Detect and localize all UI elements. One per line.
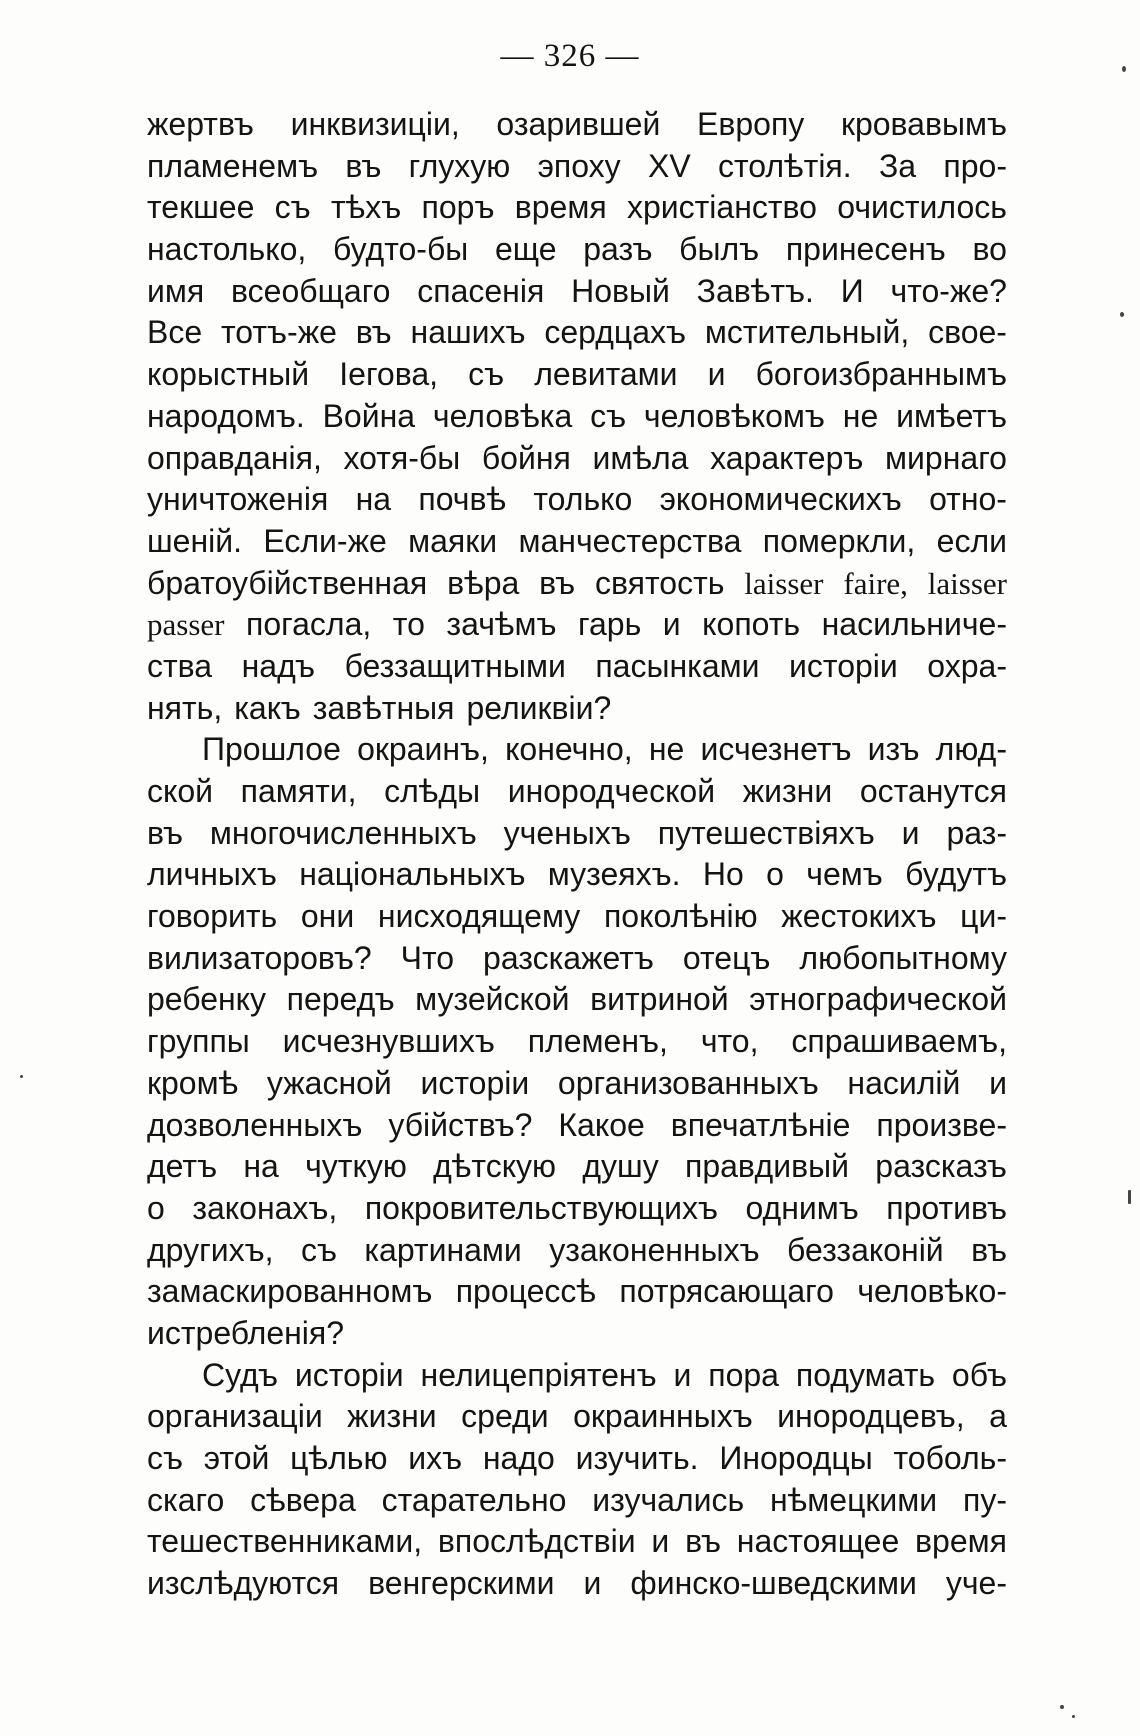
word: изучались <box>592 1481 745 1518</box>
word: инородческой <box>507 773 716 809</box>
word: мстительный, <box>704 314 910 351</box>
word: правдивый <box>684 1148 849 1185</box>
text-line <box>147 771 1007 813</box>
text-line <box>147 1021 1007 1063</box>
word: поколѣнію <box>603 898 758 935</box>
word: изучить. <box>575 1440 699 1476</box>
word: разъ <box>583 231 653 268</box>
word: ства <box>147 647 213 684</box>
word: на <box>243 1148 279 1185</box>
word: ученыхъ <box>503 814 631 851</box>
word: былъ <box>679 231 760 268</box>
word: пасынками <box>595 647 760 684</box>
word: организованныхъ <box>557 1064 819 1101</box>
text-line <box>147 187 1007 229</box>
word: люд- <box>935 731 1007 768</box>
word: беззаконій <box>787 1231 944 1268</box>
word: И <box>840 272 864 309</box>
text-line <box>147 1313 1007 1355</box>
word: тотъ-же <box>220 314 337 351</box>
word: еще <box>494 231 557 268</box>
word: окраинныхъ <box>573 1398 753 1435</box>
word: какъ <box>234 689 301 726</box>
word: маяки <box>408 522 498 559</box>
word: изслѣдуются <box>147 1565 340 1602</box>
word: среди <box>461 1398 549 1435</box>
word: детъ <box>147 1148 218 1185</box>
word: и <box>673 1356 692 1393</box>
word: любопытному <box>799 939 1007 976</box>
word: бойня <box>481 439 571 476</box>
word: убійствъ? <box>388 1106 533 1143</box>
text-line <box>147 1063 1007 1105</box>
speck <box>1120 312 1124 317</box>
word: За <box>878 147 917 184</box>
word: исчезнетъ <box>700 731 852 768</box>
word: всеобщаго <box>231 272 391 309</box>
word: пламенемъ <box>147 147 319 184</box>
word: произве- <box>876 1106 1007 1143</box>
word: померкли, <box>762 522 916 559</box>
word: laisser <box>927 565 1007 601</box>
word: спасенія <box>417 272 545 309</box>
word: что-же? <box>890 272 1007 309</box>
word: человѣка <box>432 397 573 434</box>
text-line <box>147 604 1007 646</box>
word: исторіи <box>420 1064 530 1101</box>
word: Что <box>400 939 455 976</box>
speck <box>1122 66 1126 72</box>
word: конечно, <box>505 731 633 768</box>
word: старательно <box>381 1481 567 1518</box>
word: Какое <box>558 1106 645 1143</box>
word: Европу <box>697 106 805 142</box>
word: картинами <box>364 1231 522 1268</box>
word: разскажетъ <box>483 939 654 976</box>
word: отно- <box>929 481 1007 518</box>
word: Инородцы <box>719 1440 873 1476</box>
speck <box>1128 1190 1131 1204</box>
word: тѣхъ <box>330 189 402 226</box>
word: скаго <box>147 1481 225 1518</box>
text-line <box>147 146 1007 188</box>
word: вилизаторовъ? <box>147 939 372 976</box>
word: кровавымъ <box>840 106 1007 142</box>
word: имя <box>147 272 205 309</box>
text-line <box>147 354 1007 396</box>
text-line <box>147 1563 1007 1605</box>
word: подумать <box>795 1356 936 1393</box>
word: въ <box>345 147 382 184</box>
word: Война <box>322 397 416 434</box>
word: окраинъ, <box>357 731 489 768</box>
word: охра- <box>927 647 1007 684</box>
word: то <box>392 606 425 643</box>
word: жизни <box>742 773 833 809</box>
word: Но <box>702 856 744 893</box>
word: душу <box>582 1148 659 1185</box>
word: эпоху <box>537 147 621 184</box>
text-line <box>147 521 1007 563</box>
word: реликвіи? <box>466 689 612 726</box>
word: нашихъ <box>410 314 526 351</box>
word: завѣтныя <box>312 689 455 726</box>
word: столѣтія. <box>717 147 852 184</box>
word: замаскированномъ <box>147 1273 433 1310</box>
word: ихъ <box>408 1440 463 1476</box>
word: этнографической <box>749 981 1007 1018</box>
word: манчестерства <box>518 522 742 559</box>
word: объ <box>951 1356 1007 1393</box>
text-line <box>147 1188 1007 1230</box>
word: братоубійственная <box>147 564 428 601</box>
word: насильниче- <box>821 606 1007 643</box>
word: чемъ <box>806 856 883 893</box>
word: исторіи <box>789 647 898 684</box>
text-line <box>147 1230 1007 1272</box>
word: раз- <box>946 814 1007 851</box>
word: въ <box>971 1231 1007 1268</box>
text-line <box>147 854 1007 896</box>
word: покровительствующихъ <box>364 1189 718 1226</box>
word: сѣвера <box>250 1481 356 1518</box>
word: музеяхъ. <box>547 856 681 893</box>
word: надо <box>482 1440 555 1476</box>
word: процессѣ <box>455 1273 596 1310</box>
word: passer <box>147 607 225 643</box>
word: Іегова, <box>339 356 439 393</box>
word: XV <box>647 147 691 184</box>
text-line <box>147 271 1007 313</box>
word: музейской <box>415 981 570 1018</box>
word: противъ <box>886 1189 1007 1226</box>
word: гарь <box>578 606 642 643</box>
text-line <box>147 1396 1007 1438</box>
word: венгерскими <box>368 1565 555 1602</box>
text-line <box>147 229 1007 271</box>
word: истребленія? <box>147 1314 345 1351</box>
word: инородцевъ, <box>777 1398 965 1435</box>
word: узаконенныхъ <box>549 1231 760 1268</box>
word: говорить <box>147 898 278 935</box>
word: ской <box>147 773 214 809</box>
word: настоящее <box>736 1523 900 1560</box>
word: и <box>989 1064 1007 1101</box>
word: если <box>936 522 1007 559</box>
word: оправданія, <box>147 439 322 476</box>
word: законахъ, <box>192 1189 338 1226</box>
word: погасла, <box>246 606 372 643</box>
word: и <box>651 1523 670 1560</box>
word: финско-шведскими <box>630 1565 917 1602</box>
word: нелицепріятенъ <box>420 1356 657 1393</box>
text-line <box>147 729 1007 771</box>
word: богоизбраннымъ <box>755 356 1007 393</box>
word: съ <box>590 397 627 434</box>
text-line <box>147 1480 1007 1522</box>
word: христіанство <box>626 189 817 226</box>
word: пора <box>708 1356 779 1393</box>
word: глухую <box>408 147 511 184</box>
word: кромѣ <box>147 1064 239 1101</box>
word: жертвъ <box>147 106 254 142</box>
text-line <box>147 896 1007 938</box>
word: про- <box>943 147 1007 184</box>
word: мирнаго <box>885 439 1007 476</box>
word: изъ <box>867 731 920 768</box>
word: Если-же <box>263 522 387 559</box>
word: беззащитными <box>344 647 566 684</box>
word: копоть <box>702 606 801 643</box>
word: левитами <box>534 356 678 393</box>
word: свое- <box>928 314 1007 351</box>
text-line <box>147 1146 1007 1188</box>
word: экономическихъ <box>659 481 902 518</box>
word: съ <box>468 356 505 393</box>
speck <box>1060 1705 1064 1709</box>
word: національныхъ <box>299 856 526 893</box>
word: святость <box>595 564 725 601</box>
word: faire, <box>843 565 908 601</box>
word: Прошлое <box>202 731 341 768</box>
word: разсказъ <box>875 1148 1007 1185</box>
word: ци- <box>960 898 1007 935</box>
word: принесенъ <box>785 231 946 268</box>
word: текшее <box>147 189 255 226</box>
word: шеній. <box>147 522 243 559</box>
word: жестокихъ <box>781 898 937 935</box>
word: не <box>648 731 685 768</box>
word: потрясающаго <box>619 1273 834 1310</box>
word: и <box>662 606 681 643</box>
speck <box>1072 1715 1075 1718</box>
word: другихъ, <box>147 1231 274 1268</box>
word: имѣетъ <box>896 397 1007 434</box>
word: нять, <box>147 689 223 726</box>
word: надъ <box>241 647 316 684</box>
word: будутъ <box>905 856 1007 893</box>
word: зачѣмъ <box>446 606 557 643</box>
text-line <box>147 1271 1007 1313</box>
word: впослѣдствіи <box>437 1523 636 1560</box>
word: жизни <box>347 1398 437 1435</box>
word: почвѣ <box>418 481 507 518</box>
word: тешественниками, <box>147 1523 423 1560</box>
word: организаціи <box>147 1398 323 1435</box>
word: ребенку <box>147 981 267 1018</box>
word: уничтоженія <box>147 481 329 518</box>
page-number: — 326 — <box>500 38 640 74</box>
word: настолько, <box>147 231 307 268</box>
word: что, <box>700 1023 759 1060</box>
word: останутся <box>859 773 1007 809</box>
word: не <box>842 397 879 434</box>
text-line <box>147 1438 1007 1480</box>
word: инквизиціи, <box>290 106 460 142</box>
word: на <box>355 481 392 518</box>
word: Судъ <box>202 1356 279 1393</box>
text-line <box>147 646 1007 688</box>
word: исчезнувшихъ <box>282 1023 495 1060</box>
word: а <box>989 1398 1007 1435</box>
word: во <box>972 231 1007 268</box>
word: передъ <box>286 981 395 1018</box>
word: группы <box>147 1023 250 1060</box>
word: очистилось <box>837 189 1007 226</box>
word: о <box>766 856 784 893</box>
word: впечатлѣніе <box>670 1106 851 1143</box>
word: племенъ, <box>527 1023 668 1060</box>
word: многочисленныхъ <box>209 814 477 851</box>
word: имѣла <box>592 439 689 476</box>
text-line <box>147 104 1007 146</box>
text-line <box>147 438 1007 480</box>
word: путешествіяхъ <box>657 814 875 851</box>
text-line <box>147 688 1007 730</box>
word: время <box>514 189 607 226</box>
word: Завѣтъ. <box>696 272 814 309</box>
word: сердцахъ <box>544 314 687 351</box>
text-line <box>147 396 1007 438</box>
text-line <box>147 312 1007 354</box>
word: человѣко- <box>857 1273 1007 1310</box>
word: въ <box>539 564 576 601</box>
word: время <box>915 1523 1007 1560</box>
word: однимъ <box>745 1189 859 1226</box>
word: человѣкомъ <box>643 397 825 434</box>
word: въ <box>147 814 183 851</box>
word: только <box>533 481 633 518</box>
word: этой <box>203 1440 270 1476</box>
word: хотя-бы <box>343 439 461 476</box>
word: характеръ <box>710 439 864 476</box>
word: народомъ. <box>147 397 305 434</box>
word: корыстный <box>147 356 310 393</box>
word: спрашиваемъ, <box>791 1023 1007 1060</box>
word: laisser <box>744 565 824 601</box>
text-line <box>147 1105 1007 1147</box>
word: насилій <box>847 1064 961 1101</box>
word: озарившей <box>496 106 661 142</box>
word: чуткую <box>305 1148 407 1185</box>
word: ужасной <box>266 1064 392 1101</box>
text-line <box>147 1355 1007 1397</box>
word: съ <box>300 1231 337 1268</box>
word: цѣлью <box>290 1440 388 1476</box>
word: съ <box>147 1440 183 1476</box>
word: о <box>147 1189 165 1226</box>
speck <box>20 1075 23 1078</box>
word: тоболь- <box>893 1440 1007 1476</box>
word: слѣды <box>384 773 481 809</box>
word: Новый <box>571 272 670 309</box>
word: памяти, <box>240 773 357 809</box>
word: личныхъ <box>147 856 277 893</box>
text-line <box>147 479 1007 521</box>
text-line <box>147 979 1007 1021</box>
word: нисходящему <box>377 898 581 935</box>
word: будто-бы <box>332 231 469 268</box>
text-line <box>147 813 1007 855</box>
word: и <box>583 1565 602 1602</box>
word: исторіи <box>294 1356 404 1393</box>
word: и <box>901 814 920 851</box>
word: нѣмецкими <box>769 1481 938 1518</box>
text-line <box>147 563 1007 605</box>
body-text <box>147 104 1007 1605</box>
word: вѣра <box>447 564 520 601</box>
word: дозволенныхъ <box>147 1106 363 1143</box>
word: витриной <box>590 981 729 1018</box>
text-line <box>147 1521 1007 1563</box>
word: уче- <box>945 1565 1007 1602</box>
word: они <box>300 898 355 935</box>
word: дѣтскую <box>433 1148 557 1185</box>
word: Все <box>147 314 203 351</box>
text-line <box>147 938 1007 980</box>
word: въ <box>685 1523 722 1560</box>
word: отецъ <box>682 939 771 976</box>
word: и <box>707 356 726 393</box>
word: поръ <box>421 189 495 226</box>
word: пу- <box>962 1481 1007 1518</box>
word: въ <box>355 314 392 351</box>
word: съ <box>274 189 311 226</box>
